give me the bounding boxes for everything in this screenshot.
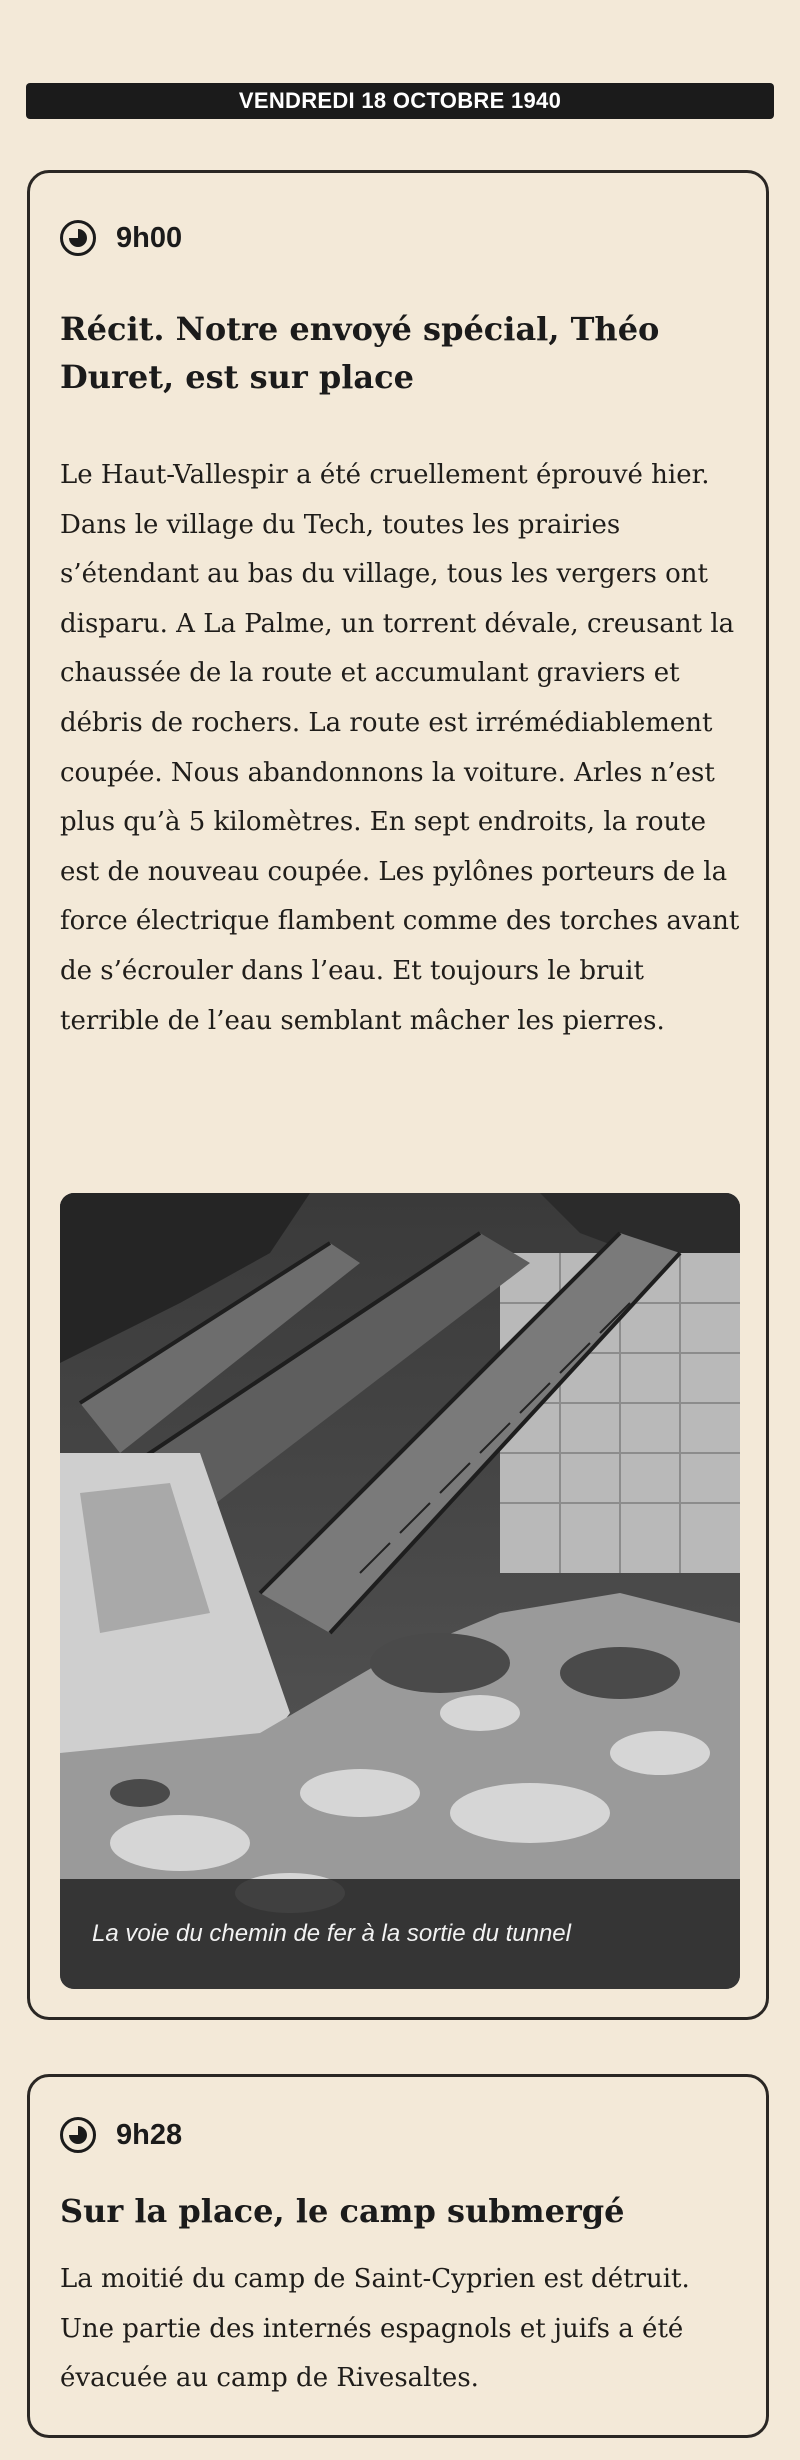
post-title: Sur la place, le camp submergé (60, 2192, 625, 2230)
post-body: La moitié du camp de Saint-Cyprien est détruit. Une partie des internés espagnols et juifs a été évacuée au camp de Rivesaltes. (60, 2264, 690, 2394)
clock-icon (60, 220, 96, 256)
flood-damaged-bridge-image (60, 1193, 740, 1989)
post-body: Le Haut-Vallespir a été cruellement éprouvé hier. Dans le village du Tech, toutes les prairies s’étendant au bas du village, tous les vergers ont disparu. A La Palme, un torrent dévale, creusant la chaussée de la route et accumulant graviers et débris de rochers. La route est irrémédiablement coupée. Nous abandonnons la voiture. Arles n’est plus qu’à 5 kilomètres. En sept endroits, la route est de nouveau coupée. Les pylônes porteurs de la force électrique flambent comme des torches avant de s’écrouler dans l’eau. Et toujours le bruit terrible de l’eau semblant mâcher les pierres. (60, 460, 740, 1036)
post-time-row (60, 220, 182, 256)
live-post-card (27, 170, 769, 2020)
date-banner: VENDREDI 18 OCTOBRE 1940 (26, 83, 774, 119)
clock-icon (60, 2117, 96, 2153)
live-post-card (27, 2074, 769, 2438)
post-title: Récit. Notre envoyé spécial, Théo Duret, est sur place (60, 310, 660, 396)
post-time: 9h00 (116, 221, 183, 254)
photo-caption: La voie du chemin de fer à la sortie du tunnel (60, 1879, 740, 1989)
post-time: 9h28 (116, 2118, 183, 2151)
post-photo (60, 1193, 740, 1989)
post-time-row (60, 2117, 182, 2153)
